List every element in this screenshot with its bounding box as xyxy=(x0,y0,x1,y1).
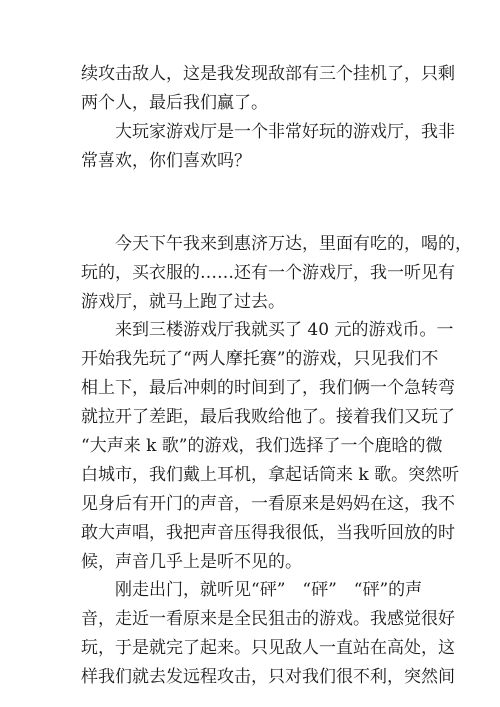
text-line: 候，声音几乎上是听不见的。 xyxy=(81,552,302,572)
paragraph-4 xyxy=(81,316,460,577)
text-line: 续攻击敌人，这是我发现敌部有三个挂机了，只剩 xyxy=(81,64,455,84)
text-line: 刚走出门，就听见“砰” “砰” “砰”的声 xyxy=(81,580,423,600)
text-line: 开始我先玩了“两人摩托赛”的游戏，只见我们不 xyxy=(81,349,439,369)
text-line: 就拉开了差距，最后我败给他了。接着我们又玩了 xyxy=(81,407,455,427)
text-line: 常喜欢，你们喜欢吗？ xyxy=(81,151,251,171)
paragraph-1 xyxy=(81,60,455,118)
text-line: 相上下，最后冲刺的时间到了，我们俩一个急转弯 xyxy=(81,378,455,398)
text-line: 玩的，买衣服的……还有一个游戏厅，我一听见有 xyxy=(81,263,455,283)
text-line: 来到三楼游戏厅我就买了 40 元的游戏币。一 xyxy=(81,320,454,340)
text-line: 两个人，最后我们赢了。 xyxy=(81,93,268,113)
text-line: 今天下午我来到惠济万达，里面有吃的，喝的， xyxy=(81,234,472,254)
text-line: 音，走近一看原来是全民狙击的游戏。我感觉很好 xyxy=(81,609,455,629)
text-line: 白城市，我们戴上耳机，拿起话筒来 k 歌。突然听 xyxy=(81,465,460,485)
text-line: 玩，于是就完了起来。只见敌人一直站在高处，这 xyxy=(81,638,455,658)
paragraph-3 xyxy=(81,230,472,317)
paragraph-5 xyxy=(81,576,455,692)
text-line: “大声来 k 歌”的游戏，我们选择了一个鹿晗的微 xyxy=(81,436,443,456)
text-line: 游戏厅，就马上跑了过去。 xyxy=(81,292,285,312)
text-line: 见身后有开门的声音，一看原来是妈妈在这，我不 xyxy=(81,494,455,514)
paragraph-2 xyxy=(81,118,455,176)
text-line: 敢大声唱，我把声音压得我很低，当我听回放的时 xyxy=(81,523,455,543)
text-line: 样我们就去发远程攻击，只对我们很不利，突然间 xyxy=(81,667,455,687)
text-line: 大玩家游戏厅是一个非常好玩的游戏厅，我非 xyxy=(81,122,455,142)
